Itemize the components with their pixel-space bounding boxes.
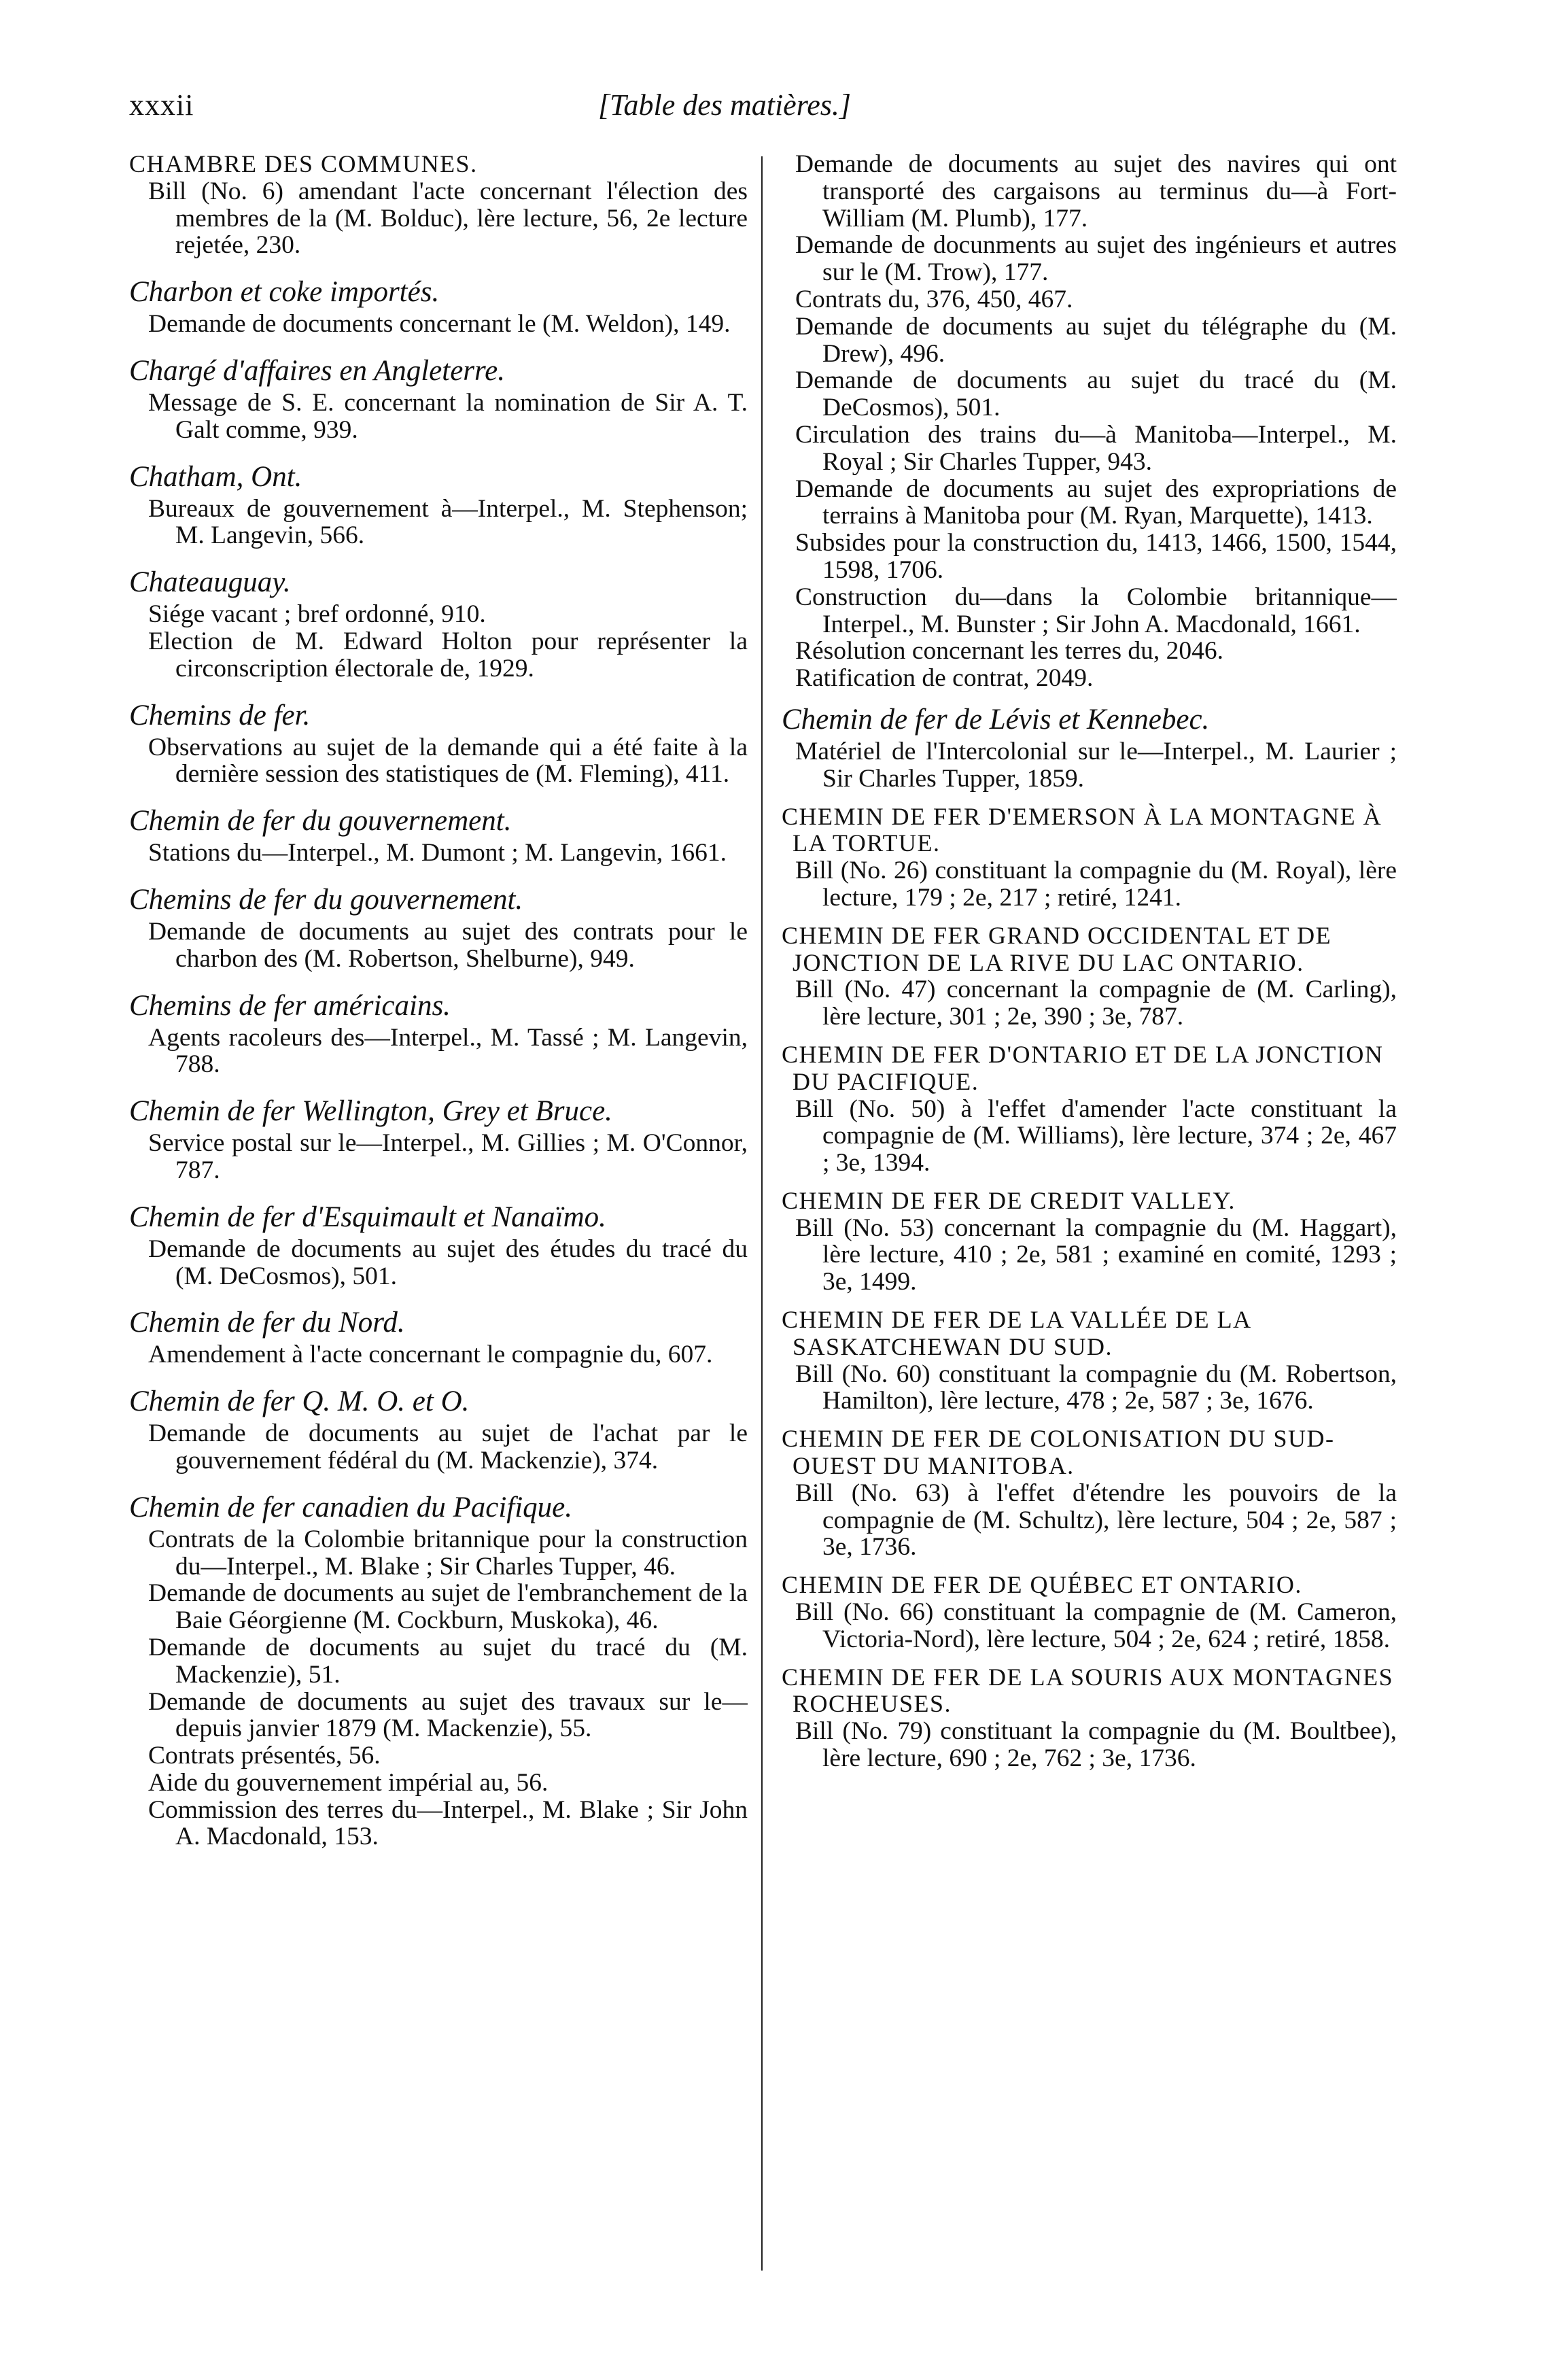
index-block-chemin-de-fer-de-credit-valley bbox=[782, 1188, 1397, 1296]
index-entry: Agents racoleurs des—Interpel., M. Tassé ; M. Langevin, 788. bbox=[148, 1023, 748, 1079]
index-entry: Stations du—Interpel., M. Dumont ; M. Langevin, 1661. bbox=[148, 839, 727, 867]
index-heading: Chemin de fer du gouvernement. bbox=[129, 805, 512, 838]
index-entry: Subsides pour la construction du, 1413, 1466, 1500, 1544, 1598, 1706. bbox=[795, 529, 1397, 584]
index-entry: Bill (No. 60) constituant la compagnie du (M. Robertson, Hamilton), lère lecture, 478 ; 2e, 587 ; 3e, 1676. bbox=[795, 1360, 1397, 1415]
index-block-chemin-de-fer-de-quebec-et-ontario bbox=[782, 1572, 1397, 1653]
index-entry: Service postal sur le—Interpel., M. Gillies ; M. O'Connor, 787. bbox=[148, 1129, 748, 1184]
index-entry: Commission des terres du—Interpel., M. Blake ; Sir John A. Macdonald, 153. bbox=[148, 1795, 748, 1851]
index-heading: Charbon et coke importés. bbox=[129, 276, 440, 309]
index-heading: Chemins de fer. bbox=[129, 699, 311, 731]
index-entry: Construction du—dans la Colombie britannique—Interpel., M. Bunster ; Sir John A. Macdonald, 1661. bbox=[795, 583, 1397, 638]
index-entry: Bill (No. 47) concernant la compagnie de (M. Carling), lère lecture, 301 ; 2e, 390 ; 3e, 787. bbox=[795, 976, 1397, 1031]
index-entry: Demande de documents au sujet de l'embranchement de la Baie Géorgienne (M. Cockburn, Muskoka), 46. bbox=[148, 1579, 748, 1635]
page-header bbox=[129, 85, 1421, 133]
index-block-chemin-de-fer-de-la-vallee-de-la-saskatc bbox=[782, 1307, 1397, 1415]
index-entry: Demande de documents au sujet des études du tracé du (M. DeCosmos), 501. bbox=[148, 1235, 748, 1290]
index-block-chemin-de-fer-wellington-grey-et-bruce bbox=[129, 1094, 748, 1184]
index-block-chemin-de-fer-de-colonisation-du-sud-oue bbox=[782, 1426, 1397, 1561]
index-entry: Bill (No. 26) constituant la compagnie du (M. Royal), lère lecture, 179 ; 2e, 217 ; retiré, 1241. bbox=[795, 857, 1397, 912]
index-entry: Demande de docunments au sujet des ingénieurs et autres sur le (M. Trow), 177. bbox=[795, 231, 1397, 287]
index-block-chemin-de-fer-de-levis-et-kennebec bbox=[782, 703, 1397, 793]
left-column bbox=[129, 151, 748, 2326]
index-heading: Chemin de fer Q. M. O. et O. bbox=[129, 1385, 470, 1418]
running-title: [Table des matières.] bbox=[598, 88, 851, 122]
index-heading: CHEMIN DE FER DE LA VALLÉE DE LA SASKATCHEWAN DU SUD. bbox=[782, 1306, 1251, 1360]
index-entry: Demande de documents au sujet des expropriations de terrains à Manitoba pour (M. Ryan, Marquette), 1413. bbox=[795, 475, 1397, 530]
index-block-chemin-de-fer-grand-occidental-et-de-jon bbox=[782, 922, 1397, 1031]
index-entry: Election de M. Edward Holton pour représenter la circonscription électorale de, 1929. bbox=[148, 627, 748, 683]
index-heading: Chateauguay. bbox=[129, 566, 291, 599]
index-heading: CHAMBRE DES COMMUNES. bbox=[129, 151, 478, 177]
index-heading: CHEMIN DE FER DE LA SOURIS AUX MONTAGNES ROCHEUSES. bbox=[782, 1663, 1394, 1718]
index-block-chemin-de-fer-d-esquimault-et-nanaimo bbox=[129, 1201, 748, 1290]
index-heading: Chargé d'affaires en Angleterre. bbox=[129, 354, 505, 387]
index-entry: Message de S. E. concernant la nomination de Sir A. T. Galt comme, 939. bbox=[148, 388, 748, 444]
index-entry: Demande de documents au sujet des travaux sur le—depuis janvier 1879 (M. Mackenzie), 55. bbox=[148, 1687, 748, 1743]
index-block-chemin-de-fer-q-m-o-et-o bbox=[129, 1385, 748, 1474]
index-heading: Chemin de fer Wellington, Grey et Bruce. bbox=[129, 1095, 612, 1128]
index-entry: Bill (No. 66) constituant la compagnie de (M. Cameron, Victoria-Nord), lère lecture, 504 ; 2e, 624 ; retiré, 1858. bbox=[795, 1598, 1397, 1653]
right-column bbox=[782, 151, 1397, 2326]
index-heading: Chemin de fer d'Esquimault et Nanaïmo. bbox=[129, 1201, 606, 1233]
index-entry: Demande de documents concernant le (M. Weldon), 149. bbox=[148, 310, 731, 339]
index-entry: Bill (No. 6) amendant l'acte concernant l'élection des membres de la (M. Bolduc), lère lecture, 56, 2e lecture rejetée, 230. bbox=[148, 177, 748, 260]
index-entry: Résolution concernant les terres du, 2046. bbox=[795, 637, 1224, 666]
index-entry: Aide du gouvernement impérial au, 56. bbox=[148, 1768, 549, 1797]
index-heading: Chemin de fer canadien du Pacifique. bbox=[129, 1491, 573, 1523]
index-entry: Matériel de l'Intercolonial sur le—Interpel., M. Laurier ; Sir Charles Tupper, 1859. bbox=[795, 737, 1397, 793]
index-entry: Demande de documents au sujet du télégraphe du (M. Drew), 496. bbox=[795, 312, 1397, 368]
page-number: xxxii bbox=[129, 88, 194, 122]
index-block-chemins-de-fer-americains bbox=[129, 989, 748, 1079]
index-entry: Ratification de contrat, 2049. bbox=[795, 664, 1094, 693]
index-block-chateauguay bbox=[129, 566, 748, 682]
index-block-chemins-de-fer-du-gouvernement bbox=[129, 883, 748, 973]
index-block-chatham-ont bbox=[129, 460, 748, 550]
index-block-chemin-de-fer-du-gouvernement bbox=[129, 804, 748, 867]
index-entry: Siége vacant ; bref ordonné, 910. bbox=[148, 600, 486, 629]
index-heading: CHEMIN DE FER DE COLONISATION DU SUD-OUEST DU MANITOBA. bbox=[782, 1425, 1335, 1480]
index-heading: CHEMIN DE FER D'EMERSON À LA MONTAGNE À LA TORTUE. bbox=[782, 802, 1382, 857]
index-entry: Bill (No. 63) à l'effet d'étendre les pouvoirs de la compagnie de (M. Schultz), lère lecture, 504 ; 2e, 587 ; 3e, 1736. bbox=[795, 1479, 1397, 1562]
index-heading: Chemins de fer du gouvernement. bbox=[129, 883, 523, 916]
index-heading: Chemin de fer du Nord. bbox=[129, 1307, 405, 1339]
index-entry: Bill (No. 53) concernant la compagnie du (M. Haggart), lère lecture, 410 ; 2e, 581 ; examiné en comité, 1293 ; 3e, 1499. bbox=[795, 1213, 1397, 1296]
index-entry: Contrats du, 376, 450, 467. bbox=[795, 285, 1073, 313]
index-entry: Demande de documents au sujet du tracé du (M. Mackenzie), 51. bbox=[148, 1633, 748, 1689]
index-block-chemin-de-fer-de-la-souris-aux-montagnes bbox=[782, 1664, 1397, 1772]
index-heading: CHEMIN DE FER GRAND OCCIDENTAL ET DE JONCTION DE LA RIVE DU LAC ONTARIO. bbox=[782, 921, 1332, 976]
index-entry: Contrats de la Colombie britannique pour la construction du—Interpel., M. Blake ; Sir Charles Tupper, 46. bbox=[148, 1525, 748, 1581]
index-heading: Chemin de fer de Lévis et Kennebec. bbox=[782, 703, 1210, 736]
index-block-continued bbox=[782, 151, 1397, 692]
index-block-chemins-de-fer bbox=[129, 699, 748, 789]
index-block-chemin-de-fer-d-emerson-a-la-montagne-a- bbox=[782, 804, 1397, 912]
index-entry: Demande de documents au sujet des contrats pour le charbon des (M. Robertson, Shelburne), 949. bbox=[148, 917, 748, 973]
index-block-chemin-de-fer-canadien-du-pacifique bbox=[129, 1491, 748, 1851]
index-entry: Circulation des trains du—à Manitoba—Interpel., M. Royal ; Sir Charles Tupper, 943. bbox=[795, 420, 1397, 476]
index-heading: CHEMIN DE FER DE CREDIT VALLEY. bbox=[782, 1186, 1236, 1214]
index-heading: Chemins de fer américains. bbox=[129, 989, 451, 1022]
index-entry: Amendement à l'acte concernant le compagnie du, 607. bbox=[148, 1341, 713, 1369]
index-entry: Demande de documents au sujet du tracé du (M. DeCosmos), 501. bbox=[795, 366, 1397, 422]
index-entry: Bureaux de gouvernement à—Interpel., M. Stephenson; M. Langevin, 566. bbox=[148, 494, 748, 550]
index-entry: Demande de documents au sujet de l'achat par le gouvernement fédéral du (M. Mackenzie), 374. bbox=[148, 1419, 748, 1474]
index-block-chemin-de-fer-du-nord bbox=[129, 1306, 748, 1368]
index-block-charge-d-affaires-en-angleterre bbox=[129, 354, 748, 444]
index-entry: Contrats présentés, 56. bbox=[148, 1742, 381, 1770]
index-heading: CHEMIN DE FER D'ONTARIO ET DE LA JONCTION DU PACIFIQUE. bbox=[782, 1040, 1384, 1095]
index-entry: Observations au sujet de la demande qui a été faite à la dernière session des statistiques de (M. Fleming), 411. bbox=[148, 733, 748, 789]
index-heading: CHEMIN DE FER DE QUÉBEC ET ONTARIO. bbox=[782, 1571, 1302, 1599]
index-entry: Bill (No. 50) à l'effet d'amender l'acte constituant la compagnie de (M. Williams), lère lecture, 374 ; 2e, 467 ; 3e, 1394. bbox=[795, 1094, 1397, 1177]
index-heading: Chatham, Ont. bbox=[129, 460, 302, 493]
index-block-chambre-des-communes bbox=[129, 151, 748, 259]
column-divider bbox=[761, 156, 763, 2271]
index-block-chemin-de-fer-d-ontario-et-de-la-jonctio bbox=[782, 1041, 1397, 1177]
index-block-charbon-et-coke-importes bbox=[129, 275, 748, 338]
index-entry: Demande de documents au sujet des navires qui ont transporté des cargaisons au terminus du—à Fort-William (M. Plumb), 177. bbox=[795, 151, 1397, 232]
index-entry: Bill (No. 79) constituant la compagnie du (M. Boultbee), lère lecture, 690 ; 2e, 762 ; 3e, 1736. bbox=[795, 1717, 1397, 1773]
